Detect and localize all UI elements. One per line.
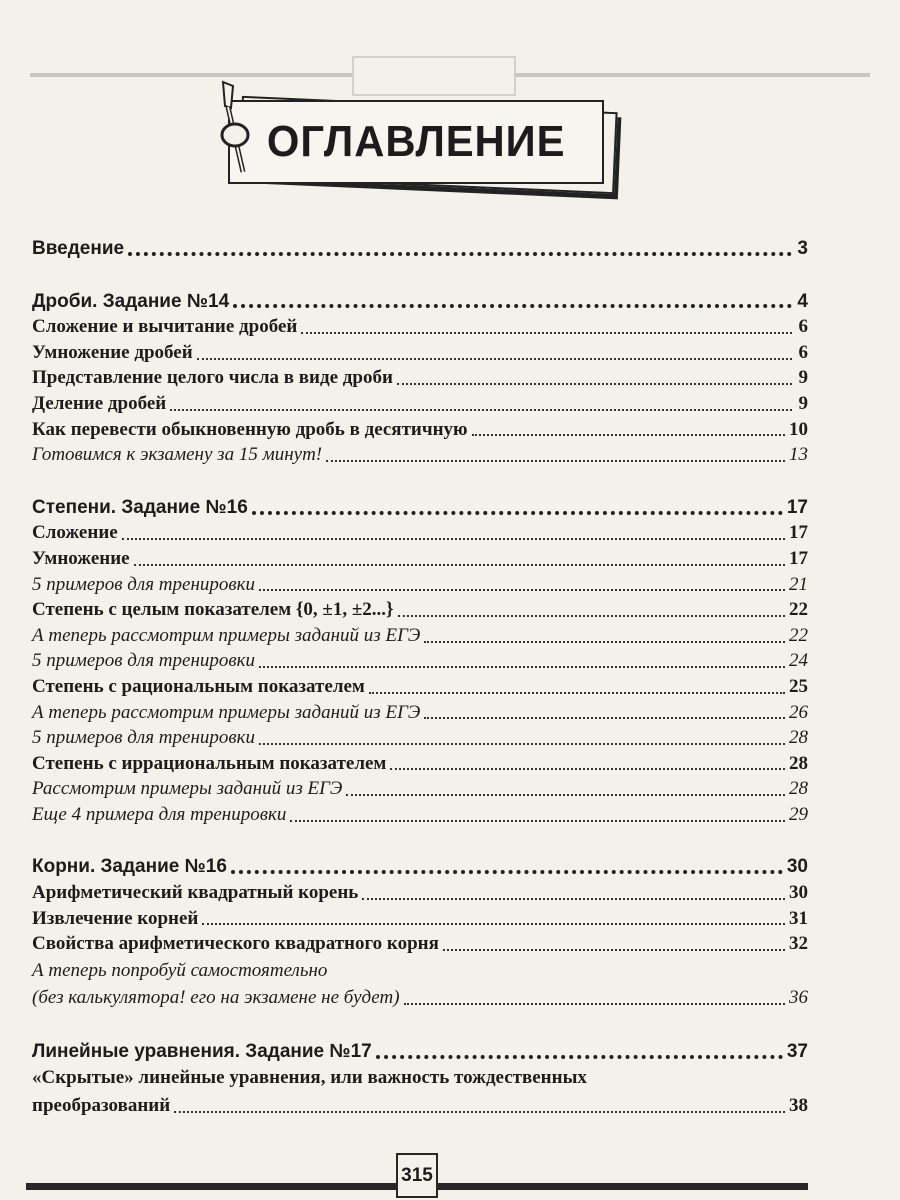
entry-title: Извлечение корней [32,907,199,929]
entry-page-number: 4 [797,290,808,312]
entry-page-number: 31 [789,907,808,929]
dot-leader [252,511,783,515]
entry-title: А теперь попробуй самостоятельно [32,959,328,981]
dot-leader [202,923,785,925]
dot-leader [326,460,785,462]
entry-page-number: 22 [789,624,808,646]
toc-entry [32,648,808,674]
entry-title: преобразований [32,1094,171,1116]
dot-leader [174,1111,785,1113]
entry-title: Как перевести обыкновенную дробь в десятичную [32,418,468,440]
entry-page-number: 28 [789,727,808,749]
toc-entry [32,546,808,572]
dot-leader [397,383,792,385]
entry-title: 5 примеров для тренировки [32,650,255,672]
entry-title: Сложение и вычитание дробей [32,316,298,338]
running-header-box [352,56,516,96]
toc-section [32,495,808,521]
entry-title: А теперь рассмотрим примеры заданий из ЕГЭ [32,701,421,723]
entry-page-number: 32 [789,933,808,955]
toc-entry [32,597,808,623]
entry-title: Еще 4 примера для тренировки [32,803,287,825]
dot-leader [424,641,785,643]
dot-leader [301,332,792,334]
toc-entry [32,776,808,802]
entry-page-number: 9 [798,392,808,414]
dot-leader [346,794,785,796]
toc-entry [32,572,808,598]
dot-leader [128,252,792,256]
dot-leader [197,358,792,360]
page-title: ОГЛАВЛЕНИЕ [266,117,566,166]
entry-title: (без калькулятора! его на экзамене не будет) [32,987,400,1009]
toc-entry [32,725,808,751]
entry-page-number: 24 [789,650,808,672]
dot-leader [376,1055,783,1059]
dot-leader [170,409,792,411]
entry-title: Степень с целым показателем {0, ±1, ±2...} [32,599,394,621]
entry-page-number: 26 [789,701,808,723]
entry-page-number: 28 [789,778,808,800]
entry-page-number: 30 [789,882,808,904]
toc-entry [32,417,808,443]
dot-leader [259,589,785,591]
toc-entry [32,674,808,700]
entry-page-number: 21 [789,573,808,595]
toc-entry [32,623,808,649]
entry-page-number: 9 [798,367,808,389]
dot-leader [259,743,785,745]
entry-title: 5 примеров для тренировки [32,573,255,595]
entry-page-number: 37 [786,1040,808,1062]
entry-title: Степень с рациональным показателем [32,675,365,697]
toc-entry [32,1064,808,1119]
dot-leader [424,717,785,719]
entry-title: Линейные уравнения. Задание №17 [32,1040,372,1062]
toc-entry [32,906,808,932]
entry-title: А теперь рассмотрим примеры заданий из ЕГЭ [32,624,421,646]
entry-page-number: 6 [798,316,808,338]
entry-title: «Скрытые» линейные уравнения, или важность тождественных [32,1067,587,1089]
entry-title: Умножение [32,547,130,569]
title-banner [228,100,604,184]
toc-entry [32,931,808,957]
entry-page-number: 30 [786,856,808,878]
entry-title: Арифметический квадратный корень [32,882,359,904]
toc-entry [32,391,808,417]
entry-page-number: 6 [798,341,808,363]
entry-page-number: 38 [789,1094,808,1116]
entry-title: Введение [32,238,125,259]
toc-entry [32,802,808,828]
toc-entry [32,957,808,1012]
page-number: 315 [396,1153,438,1198]
toc-entry [32,700,808,726]
toc-entry [32,442,808,468]
dot-leader [259,666,785,668]
entry-title: Деление дробей [32,392,167,414]
dot-leader [122,538,785,540]
entry-page-number: 17 [789,522,808,544]
toc-section [32,854,808,880]
toc-entry [32,314,808,340]
entry-title: Представление целого числа в виде дроби [32,367,393,389]
entry-page-number: 10 [789,418,808,440]
pushpin-icon [205,80,265,180]
entry-page-number: 25 [789,675,808,697]
entry-page-number: 29 [789,803,808,825]
entry-title: Степень с иррациональным показателем [32,752,387,774]
entry-page-number: 3 [797,238,808,259]
dot-leader [233,304,792,308]
toc-entry [32,520,808,546]
dot-leader [398,615,786,617]
toc-section [32,1039,808,1065]
toc-section [32,289,808,315]
entry-title: 5 примеров для тренировки [32,727,255,749]
toc-entry [32,365,808,391]
entry-title: Дроби. Задание №14 [32,290,230,312]
dot-leader [443,949,785,951]
toc-entry [32,751,808,777]
dot-leader [390,768,785,770]
entry-title: Свойства арифметического квадратного корня [32,933,439,955]
entry-title: Корни. Задание №16 [32,856,227,878]
dot-leader [231,870,783,874]
entry-title: Степени. Задание №16 [32,496,248,518]
dot-leader [369,692,785,694]
dot-leader [362,898,785,900]
dot-leader [290,820,785,822]
dot-leader [404,1003,785,1005]
entry-page-number: 17 [789,547,808,569]
entry-title: Рассмотрим примеры заданий из ЕГЭ [32,778,343,800]
entry-title: Сложение [32,522,118,544]
toc-section [32,236,808,262]
entry-page-number: 28 [789,752,808,774]
table-of-contents [32,236,808,1119]
entry-page-number: 22 [789,599,808,621]
entry-page-number: 36 [789,987,808,1009]
entry-page-number: 13 [789,444,808,466]
toc-entry [32,880,808,906]
entry-title: Готовимся к экзамену за 15 минут! [32,444,323,466]
entry-page-number: 17 [786,496,808,518]
entry-title: Умножение дробей [32,341,193,363]
dot-leader [134,564,785,566]
dot-leader [472,434,785,436]
toc-entry [32,340,808,366]
